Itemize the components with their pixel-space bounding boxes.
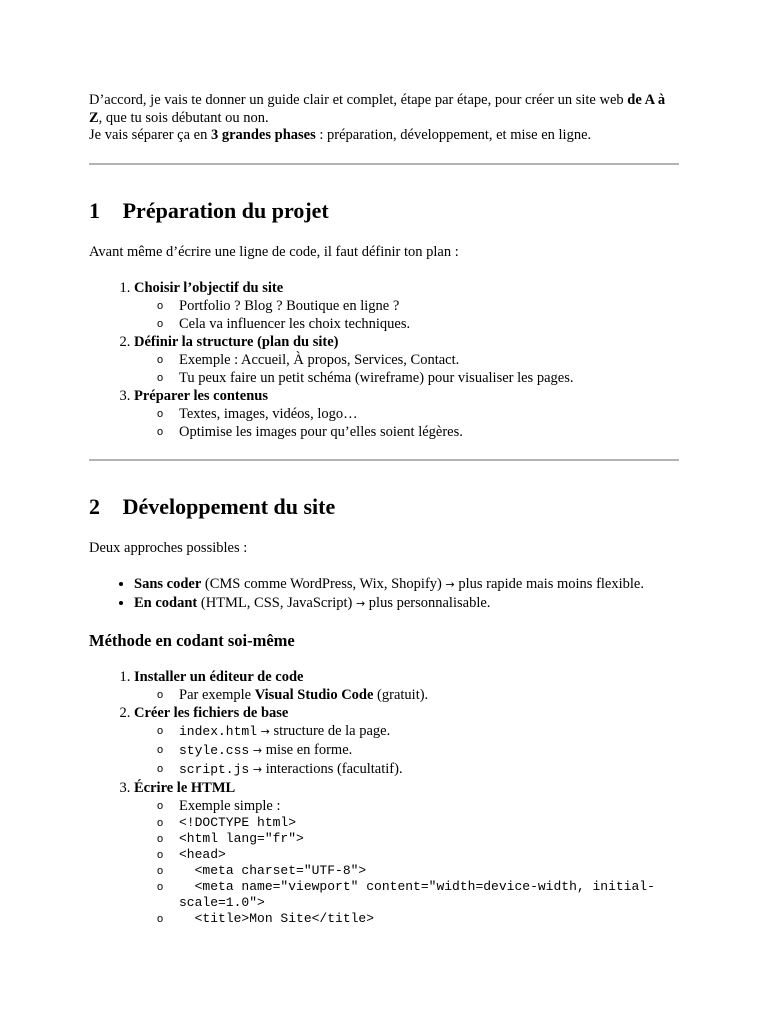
step-label: Choisir l’objectif du site	[134, 279, 284, 296]
file-desc: interactions (facultatif).	[262, 760, 403, 777]
sub-text: Par exemple	[179, 686, 255, 703]
sub-list-item	[179, 741, 681, 760]
code-line: o <html lang="fr">	[179, 831, 681, 847]
approach-text: plus personnalisable.	[365, 594, 491, 611]
sub-list-item: o Tu peux faire un petit schéma (wireframe) pour visualiser les pages.	[179, 369, 681, 387]
arrow-icon: →	[252, 743, 263, 757]
arrow-icon: →	[260, 724, 270, 738]
sub-list	[134, 297, 681, 333]
intro-text: Je vais séparer ça en	[89, 127, 211, 143]
approach-text: (HTML, CSS, JavaScript)	[197, 594, 356, 611]
sub-list-item: o Optimise les images pour qu’elles soient légères.	[179, 423, 681, 441]
file-desc: mise en forme.	[262, 741, 353, 758]
document-content	[89, 92, 681, 927]
code-line: o <meta name="viewport" content="width=device-width, initial-scale=1.0">	[179, 879, 681, 911]
file-desc: structure de la page.	[269, 722, 391, 739]
arrow-icon: →	[252, 762, 263, 776]
step-label: Écrire le HTML	[134, 779, 236, 796]
approaches-list	[89, 575, 681, 613]
sub-list	[134, 405, 681, 441]
code-line: o <head>	[179, 847, 681, 863]
sub-text: (gratuit).	[373, 686, 429, 703]
intro-bold: 3 grandes phases	[210, 127, 316, 143]
intro-text: : préparation, développement, et mise en ligne.	[315, 127, 592, 143]
intro-text: D’accord, je vais te donner un guide clair et complet, étape par étape, pour créer un site web	[89, 92, 628, 108]
sub-list	[134, 351, 681, 387]
step-label: Définir la structure (plan du site)	[134, 333, 339, 350]
intro-text: , que tu sois débutant ou non.	[98, 109, 269, 126]
list-item	[134, 387, 681, 441]
code-line: o <title>Mon Site</title>	[179, 911, 681, 927]
code-line: o <meta charset="UTF-8">	[179, 863, 681, 879]
intro-paragraph	[89, 92, 681, 145]
list-item	[134, 668, 681, 704]
approach-label: En codant	[134, 594, 198, 611]
divider	[89, 163, 679, 165]
approach-text: (CMS comme WordPress, Wix, Shopify)	[201, 575, 446, 592]
sub-list	[134, 797, 681, 927]
list-item	[134, 279, 681, 333]
method-subtitle: Méthode en codant soi-même	[89, 630, 295, 650]
arrow-icon: →	[355, 596, 366, 610]
intro-bold: de A à Z	[89, 92, 666, 126]
sub-list-item	[179, 722, 681, 741]
sub-list-item: o Portfolio ? Blog ? Boutique en ligne ?	[179, 297, 681, 315]
list-item	[134, 594, 681, 613]
approach-label: Sans coder	[134, 575, 202, 592]
section-1-steps	[89, 279, 681, 441]
sub-list-item: o Cela va influencer les choix techniques.	[179, 315, 681, 333]
list-item	[134, 575, 681, 594]
code-line: o <!DOCTYPE html>	[179, 815, 681, 831]
section-1-title: 1⃣ Préparation du projet	[89, 197, 329, 223]
section-2-title: 2⃣ Développement du site	[89, 493, 336, 519]
arrow-icon: →	[445, 577, 455, 591]
sub-bold: Visual Studio Code	[254, 686, 374, 703]
list-item	[134, 704, 681, 779]
step-label: Installer un éditeur de code	[134, 668, 304, 685]
list-item	[134, 779, 681, 927]
sub-list	[134, 722, 681, 779]
sub-list-item	[179, 760, 681, 779]
section-2-lead: Deux approches possibles :	[89, 539, 248, 556]
sub-list-item: o Textes, images, vidéos, logo…	[179, 405, 681, 423]
step-label: Créer les fichiers de base	[134, 704, 289, 721]
sub-list-item: o Exemple simple :	[179, 797, 681, 815]
sub-list	[134, 686, 681, 704]
divider	[89, 459, 679, 461]
method-steps	[89, 668, 681, 927]
approach-text: plus rapide mais moins flexible.	[454, 575, 644, 592]
file-name: index.html	[179, 723, 258, 739]
file-name: style.css	[179, 742, 250, 758]
list-item	[134, 333, 681, 387]
step-label: Préparer les contenus	[134, 387, 268, 404]
sub-list-item: o Exemple : Accueil, À propos, Services, Contact.	[179, 351, 681, 369]
section-1-lead: Avant même d’écrire une ligne de code, il faut définir ton plan :	[89, 243, 459, 260]
file-name: script.js	[179, 761, 250, 777]
sub-list-item	[179, 686, 681, 704]
